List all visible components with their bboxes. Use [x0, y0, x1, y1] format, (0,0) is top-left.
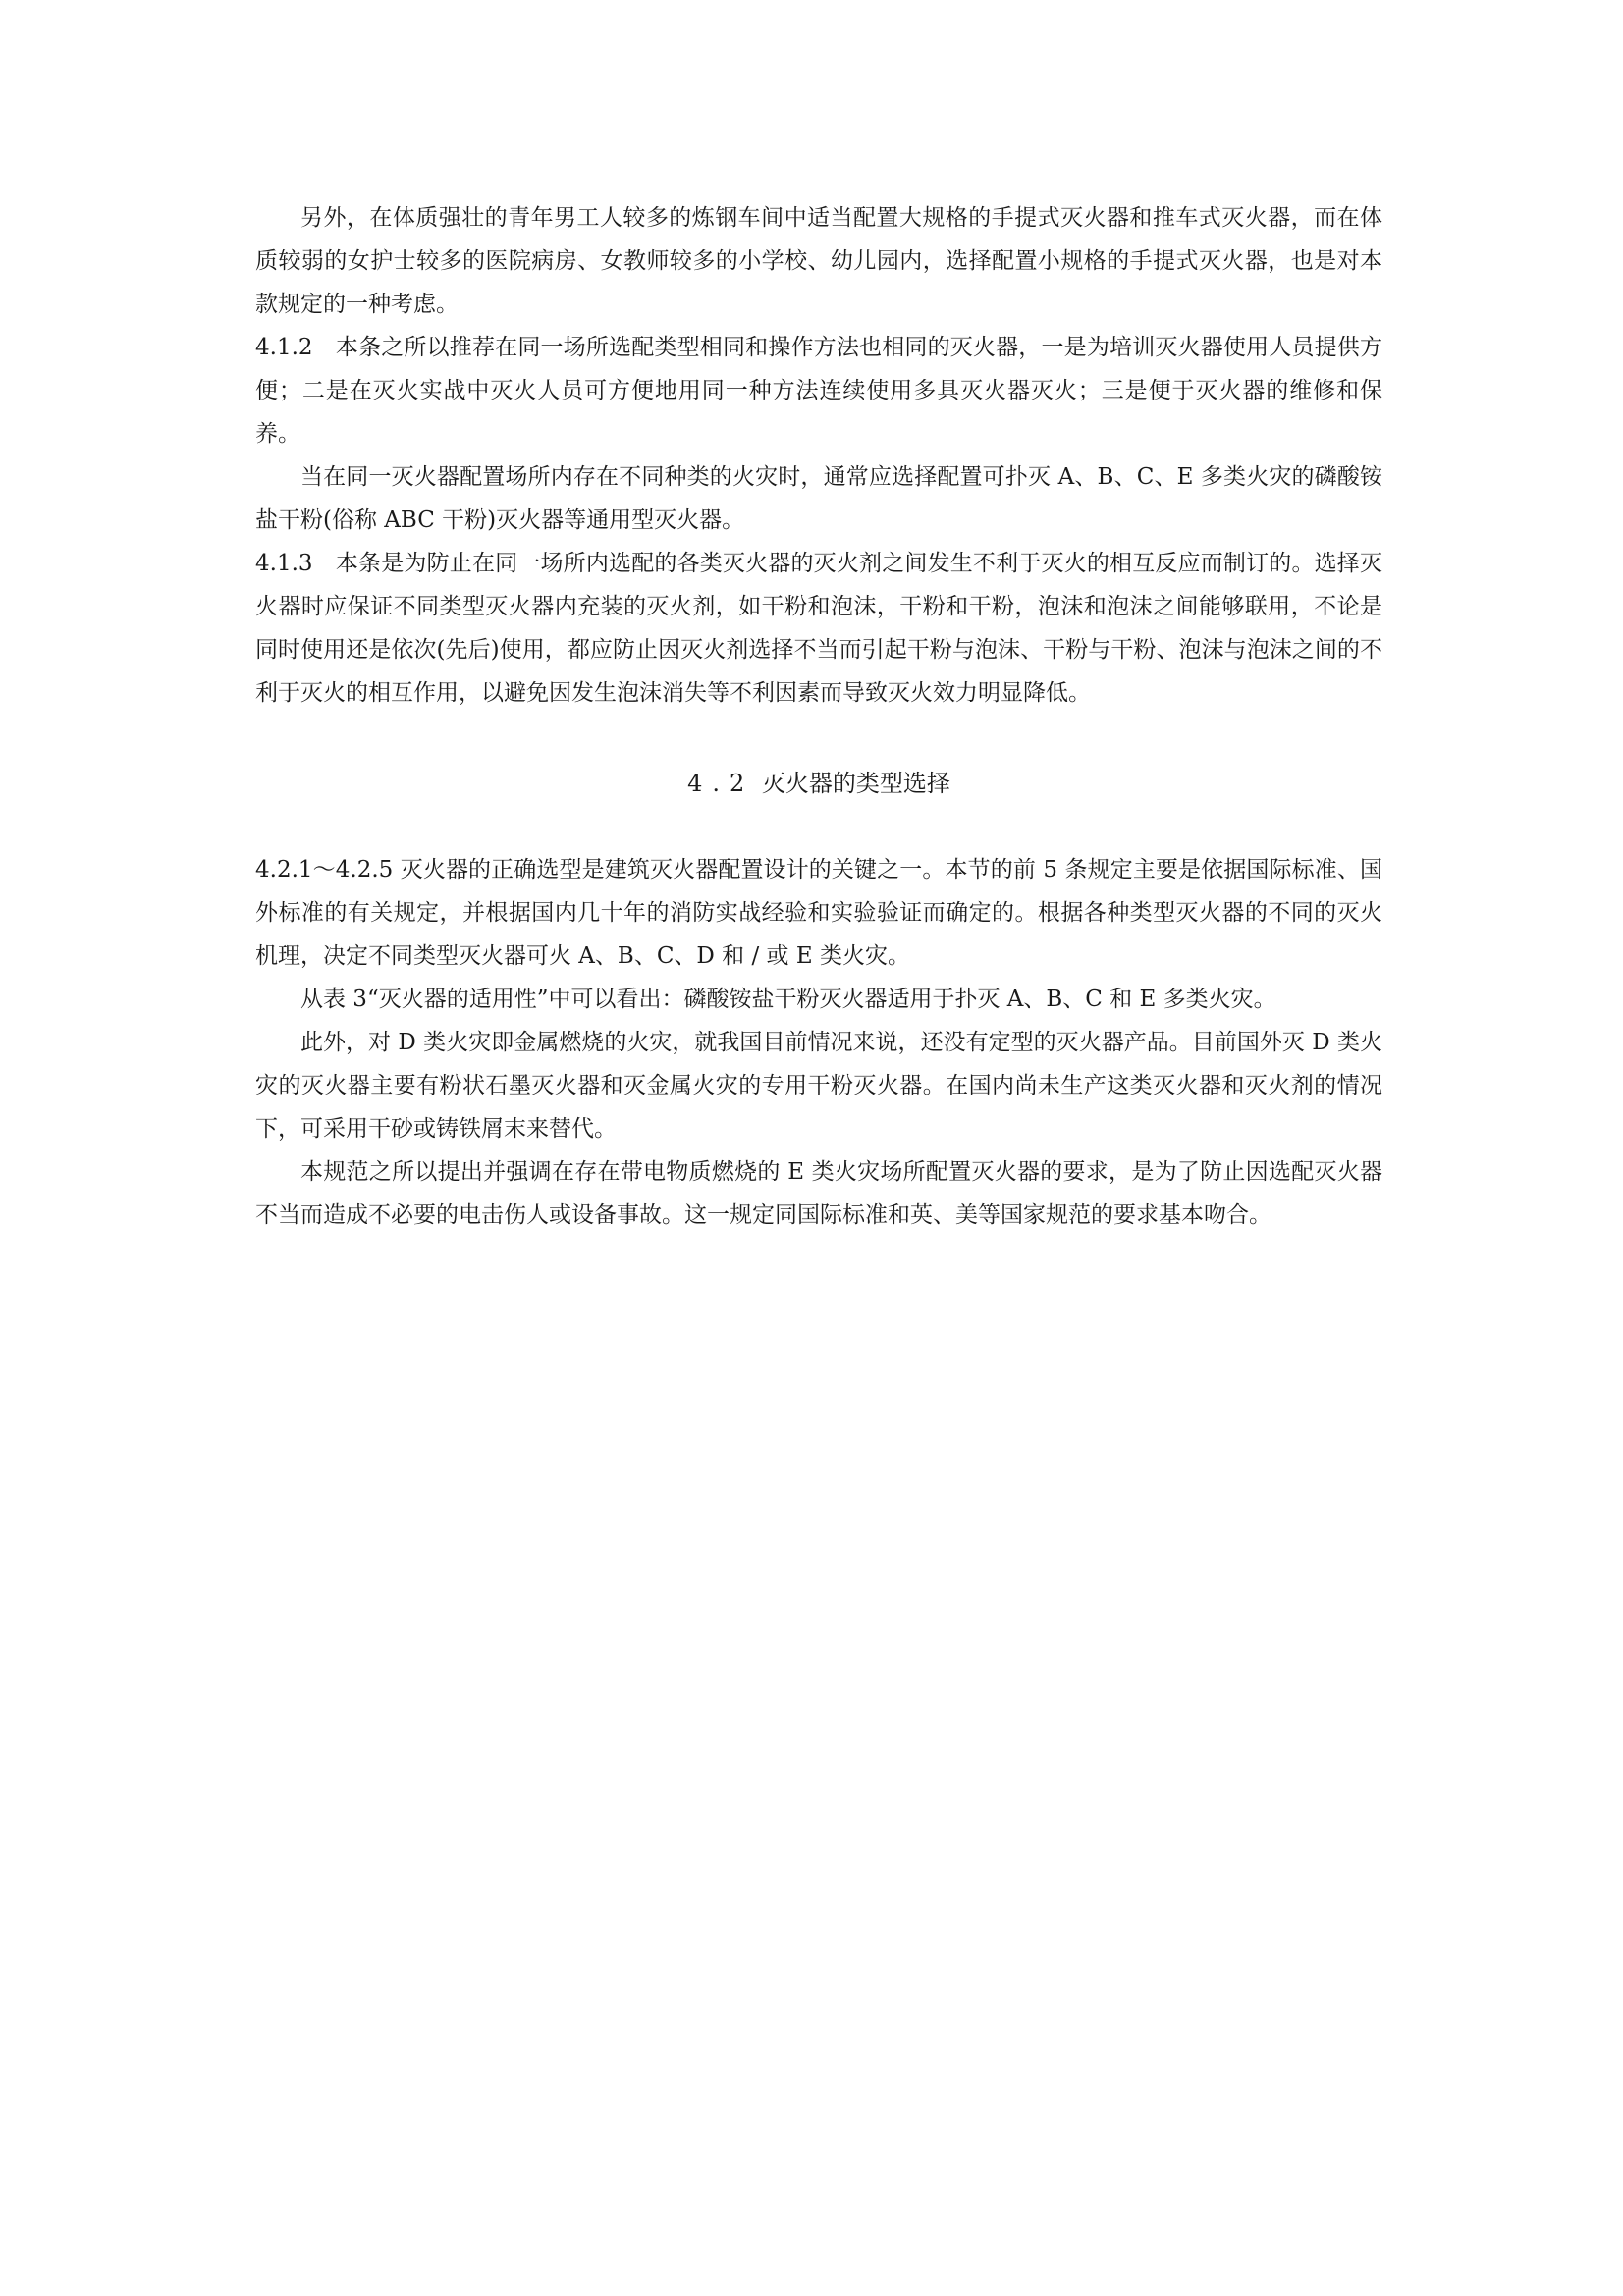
document-page — [255, 196, 1382, 1237]
paragraph-4-1-3: 4.1.3 本条是为防止在同一场所内选配的各类灭火器的灭火剂之间发生不利于灭火的相互反应而制订的。选择灭火器时应保证不同类型灭火器内充装的灭火剂，如干粉和泡沫，干粉和干粉，泡沫和泡沫之间能够联用，不论是同时使用还是依次(先后)使用，都应防止因灭火剂选择不当而引起干粉与泡沫、干粉与干粉、泡沫与泡沫之间的不利于灭火的相互作用，以避免因发生泡沫消失等不利因素而导致灭火效力明显降低。 — [255, 551, 1382, 706]
paragraph-multi-class-fire: 当在同一灭火器配置场所内存在不同种类的火灾时，通常应选择配置可扑灭 A、B、C、E 多类火灾的磷酸铵盐干粉(俗称 ABC 干粉)灭火器等通用型灭火器。 — [255, 464, 1382, 533]
paragraph-4-2-1-to-4-2-5: 4.2.1～4.2.5 灭火器的正确选型是建筑灭火器配置设计的关键之一。本节的前 5 条规定主要是依据国际标准、国外标准的有关规定，并根据国内几十年的消防实战经验和实验验证而确定的。根据各种类型灭火器的不同的灭火机理，决定不同类型灭火器可火 A、B、C、D 和 / 或 E 类火灾。 — [255, 857, 1382, 969]
paragraph-extinguisher-size-consideration: 另外，在体质强壮的青年男工人较多的炼钢车间中适当配置大规格的手提式灭火器和推车式灭火器，而在体质较弱的女护士较多的医院病房、女教师较多的小学校、幼儿园内，选择配置小规格的手提式灭火器，也是对本款规定的一种考虑。 — [255, 205, 1382, 317]
paragraph-4-1-2: 4.1.2 本条之所以推荐在同一场所选配类型相同和操作方法也相同的灭火器，一是为培训灭火器使用人员提供方便；二是在灭火实战中灭火人员可方便地用同一种方法连续使用多具灭火器灭火；三是便于灭火器的维修和保养。 — [255, 335, 1382, 447]
paragraph-class-e-fire: 本规范之所以提出并强调在存在带电物质燃烧的 E 类火灾场所配置灭火器的要求，是为了防止因选配灭火器不当而造成不必要的电击伤人或设备事故。这一规定同国际标准和英、美等国家规范的要求基本吻合。 — [255, 1159, 1382, 1228]
paragraph-table-3-applicability: 从表 3“灭火器的适用性”中可以看出：磷酸铵盐干粉灭火器适用于扑灭 A、B、C 和 E 多类火灾。 — [300, 987, 1276, 1012]
section-heading — [255, 762, 1382, 805]
section-number: 4.2 — [687, 770, 755, 797]
section-title-text: 灭火器的类型选择 — [761, 770, 950, 797]
paragraph-class-d-fire: 此外，对 D 类火灾即金属燃烧的火灾，就我国目前情况来说，还没有定型的灭火器产品。目前国外灭 D 类火灾的灭火器主要有粉状石墨灭火器和灭金属火灾的专用干粉灭火器。在国内尚未生产这类灭火器和灭火剂的情况下，可采用干砂或铸铁屑末来替代。 — [255, 1030, 1382, 1142]
